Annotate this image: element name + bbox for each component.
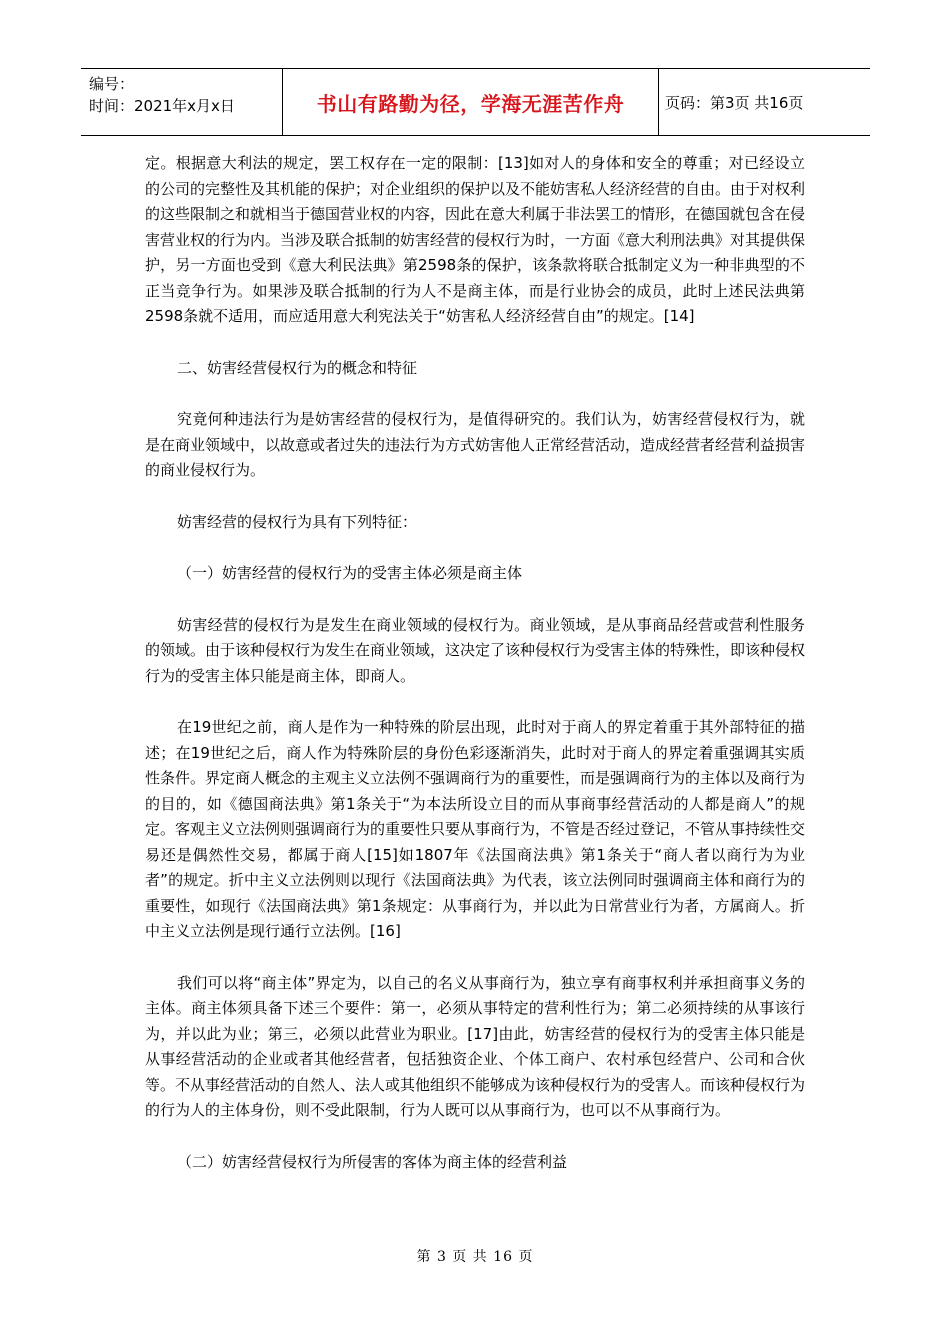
page-label: 页码：第3页 共16页	[665, 93, 804, 112]
number-label: 编号：	[89, 75, 135, 93]
paragraph: 定。根据意大利法的规定，罢工权存在一定的限制：[13]如对人的身体和安全的尊重；对已经设立的公司的完整性及其机能的保护；对企业组织的保护以及不能妨害私人经济经营的自由。由于对权利的这些限制之和就相当于德国营业权的内容，因此在意大利属于非法罢工的情形，在德国就包含在侵害营业权的行为内。当涉及联合抵制的妨害经营的侵权行为时，一方面《意大利刑法典》对其提供保护，另一方面也受到《意大利民法典》第2598条的保护，该条款将联合抵制定义为一种非典型的不正当竞争行为。如果涉及联合抵制的行为人不是商主体，而是行业协会的成员，此时上述民法典第2598条就不适用，而应适用意大利宪法关于“妨害私人经济经营自由”的规定。[14]	[145, 154, 806, 325]
header-motto-cell	[283, 69, 659, 135]
time-label: 时间：2021年x月x日	[89, 97, 235, 115]
paragraph: 妨害经营的侵权行为是发生在商业领域的侵权行为。商业领域，是从事商品经营或营利性服务的领域。由于该种侵权行为发生在商业领域，这决定了该种侵权行为受害主体的特殊性，即该种侵权行为的受害主体只能是商主体，即商人。	[145, 615, 806, 685]
page-footer: 第 3 页 共 16 页	[416, 1249, 534, 1265]
header-page-cell	[659, 69, 870, 135]
document-body	[145, 151, 805, 1175]
paragraph: 究竟何种违法行为是妨害经营的侵权行为，是值得研究的。我们认为，妨害经营侵权行为，就是在商业领域中，以故意或者过失的违法行为方式妨害他人正常经营活动，造成经营者经营利益损害的商业侵权行为。	[145, 410, 806, 479]
subsection-heading: （一）妨害经营的侵权行为的受害主体必须是商主体	[177, 564, 523, 582]
subsection-heading: （二）妨害经营侵权行为所侵害的客体为商主体的经营利益	[177, 1152, 568, 1171]
section-heading: 二、妨害经营侵权行为的概念和特征	[177, 358, 418, 377]
header-meta	[81, 69, 283, 135]
motto: 书山有路勤为径，学海无涯苦作舟	[316, 91, 625, 116]
paragraph: 我们可以将“商主体”界定为，以自己的名义从事商行为，独立享有商事权利并承担商事义务的主体。商主体须具备下述三个要件：第一，必须从事特定的营利性行为；第二必须持续的从事该行为，并以此为业；第三，必须以此营业为职业。[17]由此，妨害经营的侵权行为的受害主体只能是从事经营活动的企业或者其他经营者，包括独资企业、个体工商户、农村承包经营户、公司和合伙等。不从事经营活动的自然人、法人或其他组织不能够成为该种侵权行为的受害人。而该种侵权行为的行为人的主体身份，则不受此限制，行为人既可以从事商行为，也可以不从事商行为。	[145, 973, 806, 1119]
paragraph: 在19世纪之前，商人是作为一种特殊的阶层出现，此时对于商人的界定着重于其外部特征的描述；在19世纪之后，商人作为特殊阶层的身份色彩逐渐消失，此时对于商人的界定着重强调其实质性条件。界定商人概念的主观主义立法例不强调商行为的重要性，而是强调商行为的主体以及商行为的目的，如《德国商法典》第1条关于“为本法所设立目的而从事商事经营活动的人都是商人”的规定。客观主义立法例则强调商行为的重要性只要从事商行为，不管是否经过登记，不管从事持续性交易还是偶然性交易，都属于商人[15]如1807年《法国商法典》第1条关于“商人者以商行为为业者”的规定。折中主义立法例则以现行《法国商法典》为代表，该立法例同时强调商主体和商行为的重要性，如现行《法国商法典》第1条规定：从事商行为，并以此为日常营业行为者，方属商人。折中主义立法例是现行通行立法例。[16]	[145, 718, 806, 940]
paragraph: 妨害经营的侵权行为具有下列特征：	[177, 512, 418, 531]
header-table	[81, 68, 870, 136]
